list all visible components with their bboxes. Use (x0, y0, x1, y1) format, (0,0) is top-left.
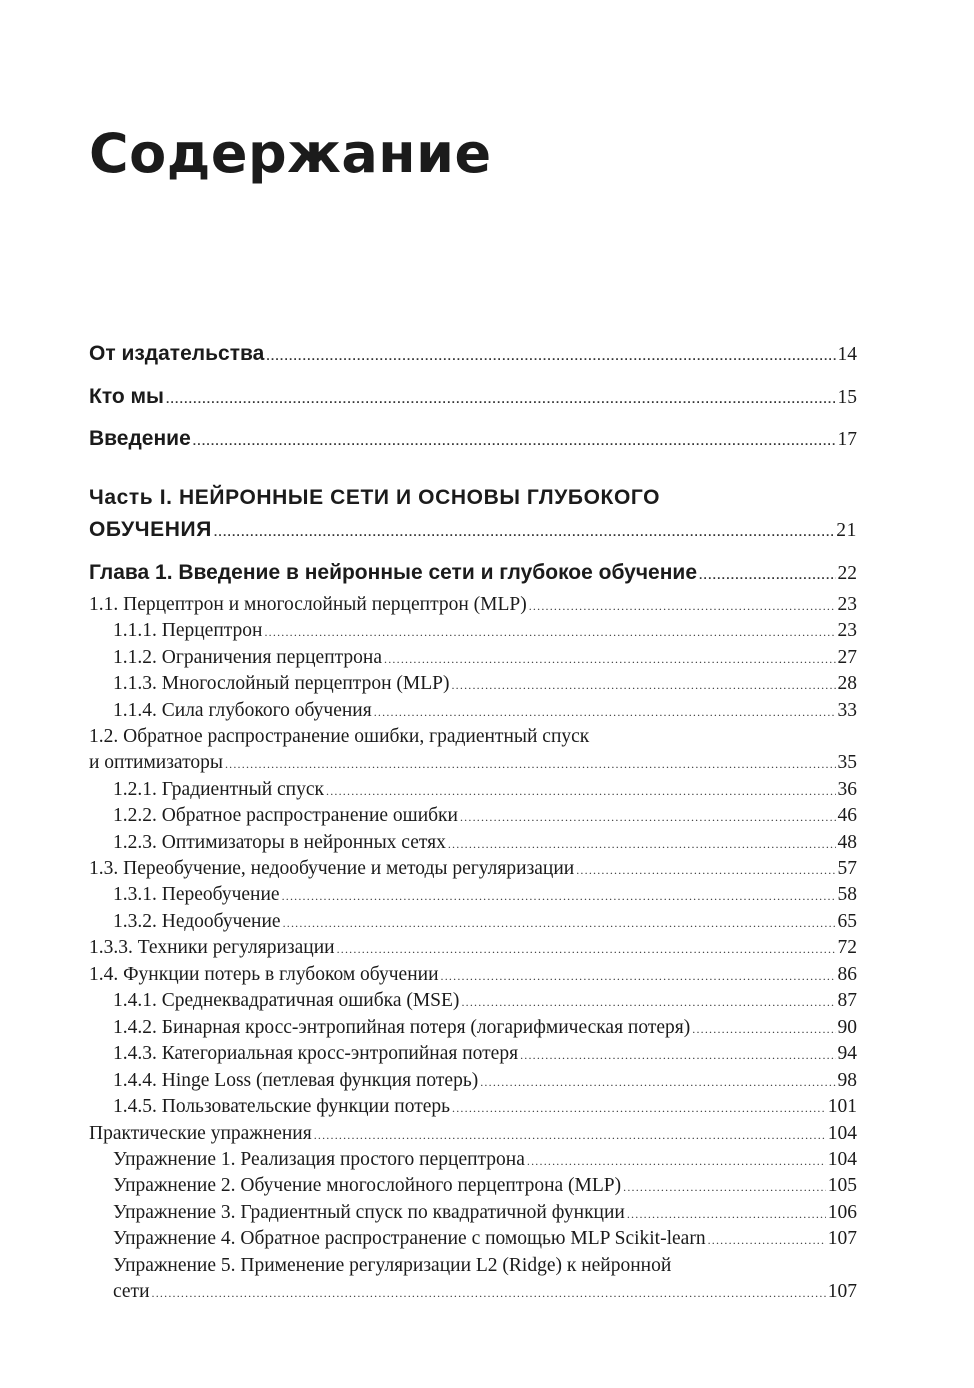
dot-leader (384, 646, 835, 672)
toc-entry-label: 1.1.1. Перцептрон (113, 620, 263, 641)
toc-entry-part1[interactable] (89, 517, 857, 545)
toc-entry-first-line: 1.2. Обратное распространение ошибки, градиентный спуск (89, 726, 590, 747)
toc-entry-page: 94 (837, 1043, 857, 1064)
dot-leader (225, 751, 836, 777)
toc-entry-page: 101 (827, 1096, 857, 1117)
dot-leader (441, 963, 836, 989)
toc-entry[interactable] (113, 698, 857, 725)
dot-leader (326, 778, 836, 804)
toc-entry-page: 107 (827, 1281, 857, 1302)
toc-entry-page: 17 (837, 429, 857, 450)
toc-entry[interactable] (113, 1173, 857, 1200)
dot-leader (266, 343, 835, 369)
toc-entry-label: 1.4.1. Среднеквадратичная ошибка (MSE) (113, 990, 460, 1011)
toc-entry[interactable] (113, 1094, 857, 1121)
toc-entry-page: 48 (837, 832, 857, 853)
toc-entry-label: Упражнение 1. Реализация простого перцептрона (113, 1149, 525, 1170)
toc-entry-who[interactable] (89, 384, 857, 412)
toc-entry-page: 65 (837, 911, 857, 932)
page-title: Содержание (89, 122, 492, 185)
toc-entry-page: 35 (837, 752, 857, 773)
toc-entry-page: 14 (837, 344, 857, 365)
toc-entry-label: 1.1.2. Ограничения перцептрона (113, 647, 383, 668)
toc-entry-page: 57 (837, 858, 857, 879)
toc-entry-label: 1.4. Функции потерь в глубоком обучении (89, 964, 439, 985)
toc-entry-label: и оптимизаторы (89, 752, 223, 773)
toc-entry-label: От издательства (89, 342, 265, 365)
toc-entry-label: 1.2.3. Оптимизаторы в нейронных сетях (113, 832, 446, 853)
toc-entry[interactable] (113, 1068, 857, 1095)
toc-entry-page: 22 (837, 563, 857, 584)
toc-entry-label: сети (113, 1281, 150, 1302)
toc-entry-page: 98 (837, 1070, 857, 1091)
dot-leader (451, 672, 835, 698)
dot-leader (529, 593, 836, 619)
toc-entry-intro[interactable] (89, 426, 857, 454)
toc-entry-chapter1[interactable] (89, 560, 857, 588)
toc-entry[interactable] (89, 962, 857, 989)
toc-entry[interactable] (89, 935, 857, 962)
dot-leader (480, 1069, 835, 1095)
toc-entry[interactable] (113, 1147, 857, 1174)
toc-entry[interactable] (113, 1226, 857, 1253)
toc-entry-page: 107 (827, 1228, 857, 1249)
toc-entry-page: 27 (837, 647, 857, 668)
toc-entry-label: Упражнение 3. Градиентный спуск по квадратичной функции (113, 1202, 625, 1223)
dot-leader (264, 619, 835, 645)
toc-entry[interactable] (113, 830, 857, 857)
toc-entry-page: 86 (837, 964, 857, 985)
toc-entry-label: 1.4.4. Hinge Loss (петлевая функция потерь) (113, 1070, 479, 1091)
dot-leader (374, 699, 836, 725)
toc-entry[interactable] (113, 988, 857, 1015)
dot-leader (166, 386, 836, 412)
toc-entry[interactable] (113, 1041, 857, 1068)
toc-entry[interactable] (113, 777, 857, 804)
toc-entry-page: 21 (836, 520, 857, 541)
dot-leader (193, 428, 836, 454)
toc-entry-page: 104 (827, 1123, 857, 1144)
toc-entry-page: 33 (837, 700, 857, 721)
toc-entry[interactable] (113, 1015, 857, 1042)
toc-entry-page: 23 (837, 594, 857, 615)
toc-entry-label: Упражнение 2. Обучение многослойного перцептрона (MLP) (113, 1175, 622, 1196)
dot-leader (282, 883, 836, 909)
toc-entry-label: ОБУЧЕНИЯ (89, 518, 212, 541)
toc-entry-label: 1.3. Переобучение, недообучение и методы регуляризации (89, 858, 575, 879)
dot-leader (460, 804, 836, 830)
toc-entry-page: 46 (837, 805, 857, 826)
toc-entry[interactable] (113, 1279, 857, 1306)
dot-leader (337, 936, 836, 962)
dot-leader (527, 1148, 826, 1174)
dot-leader (576, 857, 835, 883)
toc-entry[interactable] (113, 645, 857, 672)
dot-leader (699, 562, 836, 588)
toc-entry-label: 1.2.2. Обратное распространение ошибки (113, 805, 458, 826)
toc-entry-label: 1.1.3. Многослойный перцептрон (MLP) (113, 673, 450, 694)
toc-entry-page: 58 (837, 884, 857, 905)
dot-leader (627, 1201, 826, 1227)
toc-entry-first-line: Упражнение 5. Применение регуляризации L2 (Ridge) к нейронной (113, 1255, 672, 1276)
toc-entry-page: 36 (837, 779, 857, 800)
dot-leader (448, 831, 836, 857)
toc-entry-label: 1.1.4. Сила глубокого обучения (113, 700, 372, 721)
toc-entry-page: 104 (827, 1149, 857, 1170)
toc-entry-page: 105 (827, 1175, 857, 1196)
toc-entry-label: Упражнение 4. Обратное распространение с помощью MLP Scikit-learn (113, 1228, 706, 1249)
dot-leader (152, 1280, 826, 1306)
dot-leader (520, 1042, 835, 1068)
toc-entry[interactable] (89, 592, 857, 619)
dot-leader (314, 1122, 826, 1148)
toc-part-title-line: Часть I. НЕЙРОННЫЕ СЕТИ И ОСНОВЫ ГЛУБОКОГО (89, 486, 661, 509)
dot-leader (623, 1174, 826, 1200)
toc-entry-label: 1.4.5. Пользовательские функции потерь (113, 1096, 451, 1117)
toc-entry-publisher[interactable] (89, 341, 857, 369)
toc-entry-page: 15 (837, 387, 857, 408)
toc-entry-label: Практические упражнения (89, 1123, 312, 1144)
toc-entry[interactable] (89, 1121, 857, 1148)
toc-entry[interactable] (113, 618, 857, 645)
dot-leader (283, 910, 836, 936)
toc-entry-label: 1.3.1. Переобучение (113, 884, 280, 905)
dot-leader (708, 1227, 826, 1253)
dot-leader (461, 989, 835, 1015)
toc-entry[interactable] (113, 803, 857, 830)
toc-entry-label: 1.4.3. Категориальная кросс-энтропийная потеря (113, 1043, 519, 1064)
toc-entry-label: 1.3.2. Недообучение (113, 911, 281, 932)
toc-entry-page: 87 (837, 990, 857, 1011)
toc-entry-label: 1.3.3. Техники регуляризации (89, 937, 335, 958)
toc-entry-page: 23 (837, 620, 857, 641)
toc-entry-page: 28 (837, 673, 857, 694)
toc-entry[interactable] (89, 856, 857, 883)
toc-entry-label: 1.4.2. Бинарная кросс-энтропийная потеря (логарифмическая потеря) (113, 1017, 691, 1038)
toc-entry[interactable] (113, 909, 857, 936)
toc-entry-page: 72 (837, 937, 857, 958)
toc-entry-label: 1.1. Перцептрон и многослойный перцептрон (MLP) (89, 594, 527, 615)
toc-entry-label: Введение (89, 427, 191, 450)
toc-entry-page: 106 (827, 1202, 857, 1223)
toc-entry[interactable] (113, 1200, 857, 1227)
toc-entry-label: Кто мы (89, 385, 164, 408)
dot-leader (692, 1016, 835, 1042)
dot-leader (214, 519, 834, 545)
toc-entry-page: 90 (837, 1017, 857, 1038)
toc-entry[interactable] (89, 750, 857, 777)
toc-entry[interactable] (113, 671, 857, 698)
dot-leader (452, 1095, 826, 1121)
toc-entry-label: Глава 1. Введение в нейронные сети и глубокое обучение (89, 561, 697, 584)
toc-entry-label: 1.2.1. Градиентный спуск (113, 779, 324, 800)
toc-entry[interactable] (113, 882, 857, 909)
